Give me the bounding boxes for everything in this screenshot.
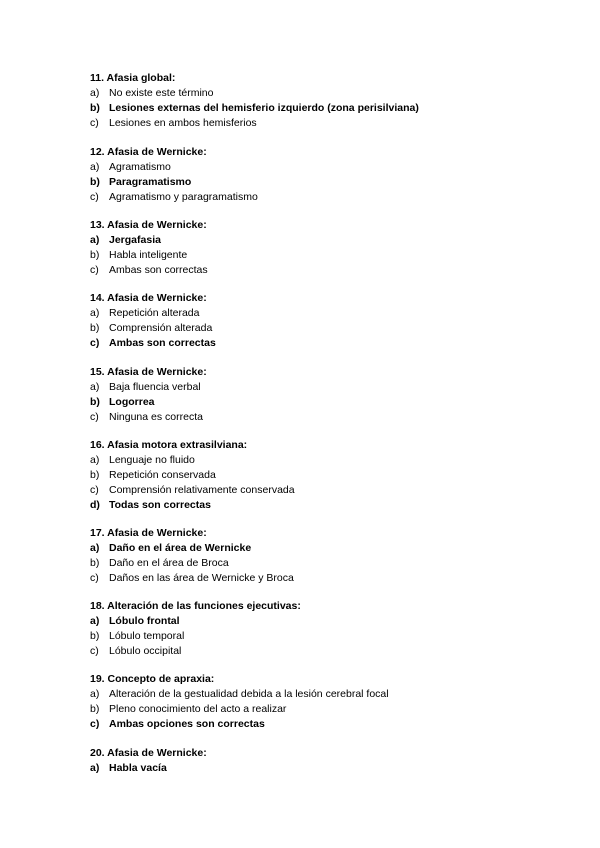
option-text: Baja fluencia verbal xyxy=(109,381,201,393)
option-letter: c) xyxy=(90,645,99,657)
question-13 xyxy=(90,218,570,278)
option-text: Todas son correctas xyxy=(109,499,211,511)
option-c xyxy=(90,263,570,278)
option-b xyxy=(90,321,570,336)
option-text: Lóbulo occipital xyxy=(109,645,182,657)
option-c xyxy=(90,717,570,732)
option-a xyxy=(90,541,570,556)
option-text: Daño en el área de Broca xyxy=(109,557,229,569)
option-text: Ambas opciones son correctas xyxy=(109,718,265,730)
option-text: Daños en las área de Wernicke y Broca xyxy=(109,572,294,584)
option-text: Daño en el área de Wernicke xyxy=(109,542,252,554)
option-text: Logorrea xyxy=(109,396,155,408)
option-letter: b) xyxy=(90,176,100,188)
option-letter: d) xyxy=(90,499,100,511)
option-letter: a) xyxy=(90,161,100,173)
option-letter: a) xyxy=(90,542,100,554)
option-letter: a) xyxy=(90,234,100,246)
option-text: Repetición conservada xyxy=(109,469,216,481)
question-12 xyxy=(90,145,570,205)
option-a xyxy=(90,453,570,468)
option-a xyxy=(90,306,570,321)
option-b xyxy=(90,702,570,717)
question-15 xyxy=(90,365,570,425)
question-18 xyxy=(90,599,570,659)
option-letter: c) xyxy=(90,337,100,349)
option-text: Agramatismo y paragramatismo xyxy=(109,191,258,203)
option-letter: c) xyxy=(90,264,99,276)
option-b xyxy=(90,556,570,571)
option-letter: a) xyxy=(90,454,100,466)
option-letter: c) xyxy=(90,411,99,423)
question-title: 14. Afasia de Wernicke: xyxy=(90,292,207,304)
question-20 xyxy=(90,746,570,776)
option-text: Pleno conocimiento del acto a realizar xyxy=(109,703,287,715)
option-text: Habla inteligente xyxy=(109,249,188,261)
option-letter: b) xyxy=(90,322,100,334)
option-a xyxy=(90,86,570,101)
option-c xyxy=(90,336,570,351)
option-b xyxy=(90,248,570,263)
option-letter: b) xyxy=(90,469,100,481)
option-d xyxy=(90,498,570,513)
option-letter: c) xyxy=(90,191,99,203)
option-a xyxy=(90,761,570,776)
option-c xyxy=(90,190,570,205)
option-c xyxy=(90,644,570,659)
option-letter: c) xyxy=(90,117,99,129)
option-letter: b) xyxy=(90,630,100,642)
option-text: Ambas son correctas xyxy=(109,337,216,349)
option-letter: a) xyxy=(90,762,100,774)
option-text: Comprensión relativamente conservada xyxy=(109,484,295,496)
option-letter: a) xyxy=(90,381,100,393)
option-c xyxy=(90,483,570,498)
option-a xyxy=(90,380,570,395)
question-title: 13. Afasia de Wernicke: xyxy=(90,219,207,231)
question-title: 17. Afasia de Wernicke: xyxy=(90,527,207,539)
option-a xyxy=(90,687,570,702)
option-text: Lenguaje no fluido xyxy=(109,454,195,466)
option-c xyxy=(90,410,570,425)
option-text: Ambas son correctas xyxy=(109,264,208,276)
option-letter: a) xyxy=(90,688,100,700)
option-b xyxy=(90,101,570,116)
option-letter: c) xyxy=(90,572,99,584)
option-letter: b) xyxy=(90,557,100,569)
option-text: Ninguna es correcta xyxy=(109,411,203,423)
option-b xyxy=(90,395,570,410)
option-text: Paragramatismo xyxy=(109,176,192,188)
option-text: Repetición alterada xyxy=(109,307,200,319)
option-c xyxy=(90,116,570,131)
option-text: Lóbulo temporal xyxy=(109,630,185,642)
option-text: No existe este término xyxy=(109,87,214,99)
option-letter: b) xyxy=(90,396,100,408)
option-letter: b) xyxy=(90,703,100,715)
option-text: Jergafasia xyxy=(109,234,161,246)
question-11 xyxy=(90,71,570,131)
question-title: 19. Concepto de apraxia: xyxy=(90,673,215,685)
option-b xyxy=(90,175,570,190)
option-letter: b) xyxy=(90,102,100,114)
question-title: 20. Afasia de Wernicke: xyxy=(90,747,207,759)
option-b xyxy=(90,629,570,644)
option-letter: a) xyxy=(90,615,100,627)
option-text: Lesiones externas del hemisferio izquierdo (zona perisilviana) xyxy=(109,102,419,114)
question-title: 11. Afasia global: xyxy=(90,72,176,84)
question-title: 15. Afasia de Wernicke: xyxy=(90,366,207,378)
question-19 xyxy=(90,672,570,732)
option-letter: c) xyxy=(90,718,100,730)
option-text: Comprensión alterada xyxy=(109,322,213,334)
option-letter: a) xyxy=(90,307,100,319)
option-text: Habla vacía xyxy=(109,762,167,774)
option-text: Lesiones en ambos hemisferios xyxy=(109,117,257,129)
option-a xyxy=(90,614,570,629)
option-text: Lóbulo frontal xyxy=(109,615,180,627)
option-a xyxy=(90,160,570,175)
question-title: 16. Afasia motora extrasilviana: xyxy=(90,439,248,451)
option-letter: b) xyxy=(90,249,100,261)
option-b xyxy=(90,468,570,483)
question-14 xyxy=(90,291,570,351)
question-title: 18. Alteración de las funciones ejecutivas: xyxy=(90,600,301,612)
option-a xyxy=(90,233,570,248)
option-letter: c) xyxy=(90,484,99,496)
question-title: 12. Afasia de Wernicke: xyxy=(90,146,207,158)
option-letter: a) xyxy=(90,87,100,99)
option-text: Alteración de la gestualidad debida a la lesión cerebral focal xyxy=(109,688,389,700)
question-16 xyxy=(90,438,570,513)
question-17 xyxy=(90,526,570,586)
option-c xyxy=(90,571,570,586)
option-text: Agramatismo xyxy=(109,161,171,173)
